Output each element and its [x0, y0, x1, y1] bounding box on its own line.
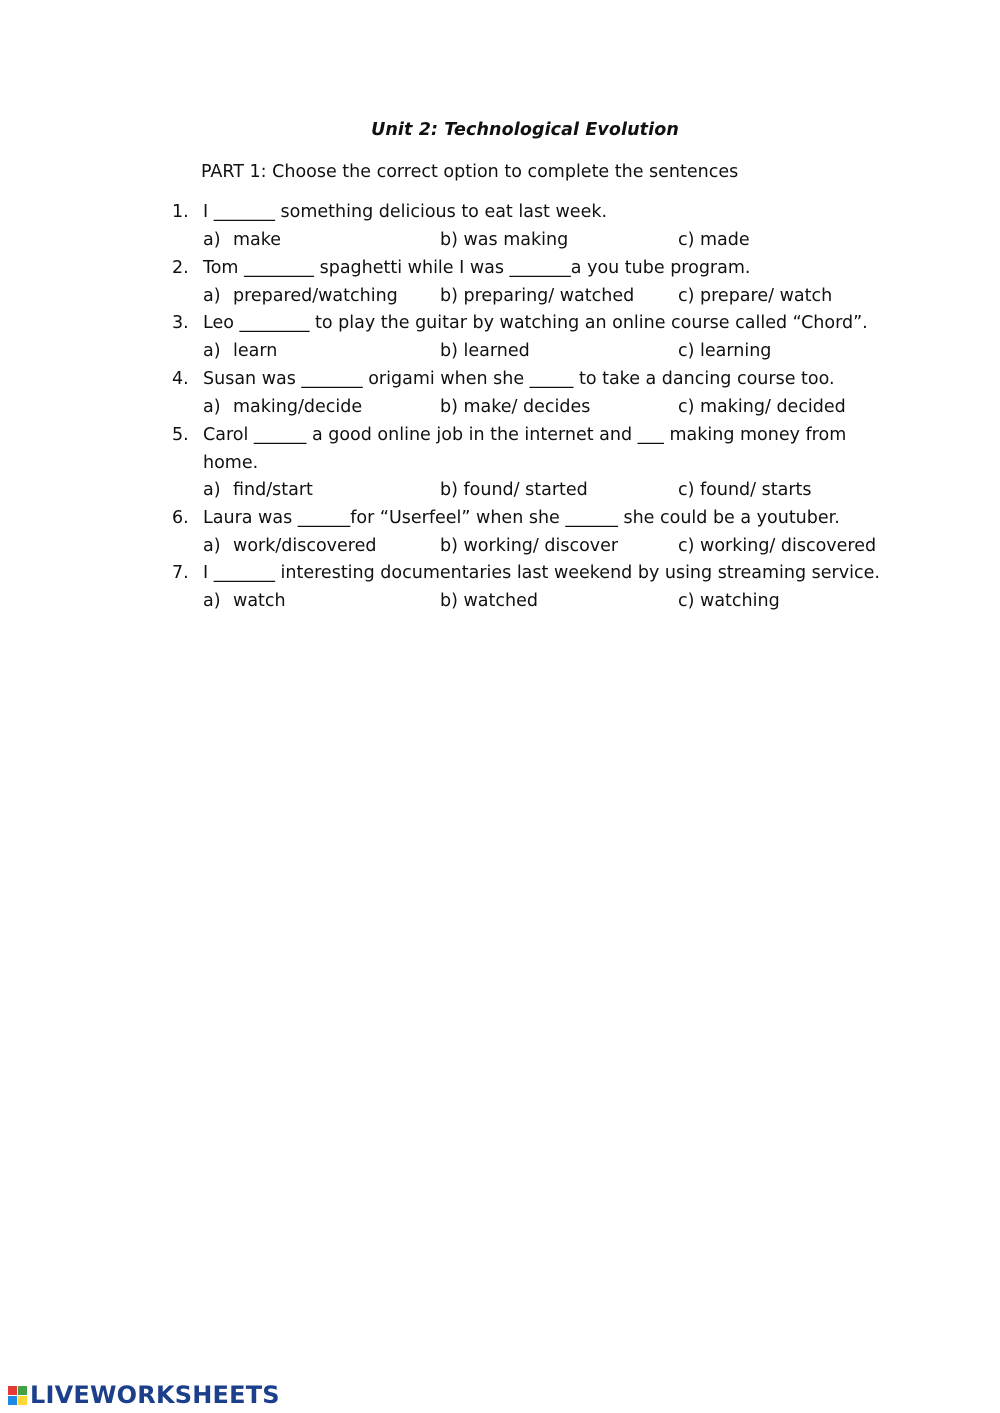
option-a-letter: a) — [203, 536, 221, 556]
question-2 — [0, 258, 1000, 286]
question-5-continued — [0, 453, 1000, 481]
option-c[interactable]: c) making/ decided — [678, 397, 846, 417]
question-text: Susan was _______ origami when she _____ to take a dancing course too. — [203, 369, 835, 389]
question-number: 2. — [172, 258, 189, 278]
question-text: Tom ________ spaghetti while I was _______a you tube program. — [203, 258, 751, 278]
option-a[interactable]: work/discovered — [233, 536, 377, 556]
liveworksheets-logo[interactable] — [8, 1380, 280, 1410]
question-text: I _______ interesting documentaries last weekend by using streaming service. — [203, 563, 880, 583]
question-text: Carol ______ a good online job in the internet and ___ making money from — [203, 425, 847, 445]
question-number: 4. — [172, 369, 189, 389]
part-instruction: PART 1: Choose the correct option to complete the sentences — [201, 162, 739, 182]
question-text-continued: home. — [203, 453, 259, 473]
option-b[interactable]: b) learned — [440, 341, 530, 361]
question-5 — [0, 425, 1000, 453]
option-b[interactable]: b) was making — [440, 230, 569, 250]
question-3-options — [0, 341, 1000, 369]
option-b[interactable]: b) preparing/ watched — [440, 286, 635, 306]
logo-block — [18, 1386, 27, 1395]
option-a-letter: a) — [203, 591, 221, 611]
question-7-options — [0, 591, 1000, 619]
option-a-letter: a) — [203, 286, 221, 306]
option-a[interactable]: prepared/watching — [233, 286, 398, 306]
question-2-options — [0, 286, 1000, 314]
option-c[interactable]: c) prepare/ watch — [678, 286, 833, 306]
question-text: I _______ something delicious to eat last week. — [203, 202, 608, 222]
question-number: 5. — [172, 425, 189, 445]
question-4 — [0, 369, 1000, 397]
logo-text: LIVEWORKSHEETS — [30, 1381, 280, 1409]
question-text: Leo ________ to play the guitar by watching an online course called “Chord”. — [203, 313, 868, 333]
option-b[interactable]: b) make/ decides — [440, 397, 591, 417]
option-a[interactable]: learn — [233, 341, 278, 361]
option-c[interactable]: c) found/ starts — [678, 480, 812, 500]
option-a[interactable]: making/decide — [233, 397, 363, 417]
option-b[interactable]: b) watched — [440, 591, 538, 611]
logo-block — [8, 1396, 17, 1405]
question-3 — [0, 313, 1000, 341]
question-text: Laura was ______for “Userfeel” when she ______ she could be a youtuber. — [203, 508, 840, 528]
logo-blocks-icon — [8, 1386, 27, 1405]
option-b[interactable]: b) found/ started — [440, 480, 588, 500]
option-a-letter: a) — [203, 230, 221, 250]
logo-block — [18, 1396, 27, 1405]
option-c[interactable]: c) watching — [678, 591, 780, 611]
option-a[interactable]: make — [233, 230, 282, 250]
logo-block — [8, 1386, 17, 1395]
worksheet-title: Unit 2: Technological Evolution — [371, 120, 679, 140]
question-4-options — [0, 397, 1000, 425]
question-6-options — [0, 536, 1000, 564]
option-a[interactable]: watch — [233, 591, 286, 611]
option-a-letter: a) — [203, 341, 221, 361]
option-a[interactable]: find/start — [233, 480, 313, 500]
option-b[interactable]: b) working/ discover — [440, 536, 619, 556]
question-7 — [0, 563, 1000, 591]
question-1-options — [0, 230, 1000, 258]
question-6 — [0, 508, 1000, 536]
option-c[interactable]: c) made — [678, 230, 750, 250]
question-number: 7. — [172, 563, 189, 583]
question-number: 3. — [172, 313, 189, 333]
option-a-letter: a) — [203, 397, 221, 417]
question-1 — [0, 202, 1000, 230]
question-5-options — [0, 480, 1000, 508]
option-c[interactable]: c) working/ discovered — [678, 536, 877, 556]
option-c[interactable]: c) learning — [678, 341, 772, 361]
question-number: 6. — [172, 508, 189, 528]
question-number: 1. — [172, 202, 189, 222]
option-a-letter: a) — [203, 480, 221, 500]
